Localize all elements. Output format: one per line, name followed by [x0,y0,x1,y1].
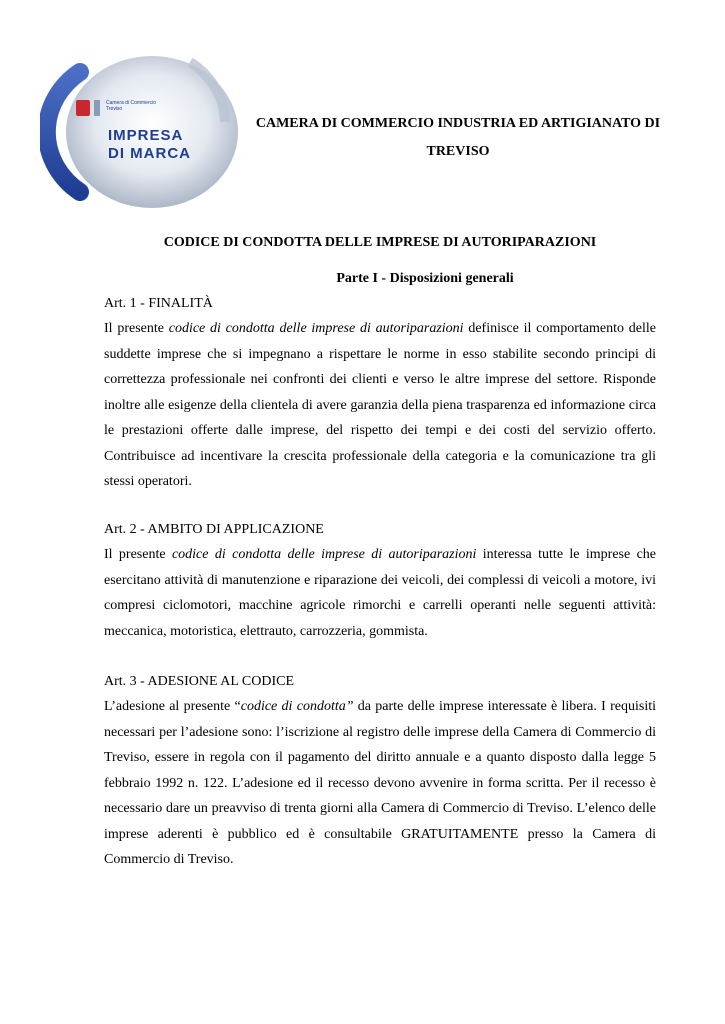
article-1-body [104,316,656,495]
article-2-text-a: Il presente [104,547,172,562]
article-2-text-b: interessa tutte le imprese che esercitano attività di manutenzione e riparazione dei veicoli, dei complessi di veicoli a motore, ivi compresi ciclomotori, macchine agricole rimorchi e carrelli operanti nelle seguenti attività: meccanica, motoristica, elettrauto, carrozzeria, gommista. [104,547,657,639]
institution-heading-line2: TREVISO [426,144,490,159]
part-title: Parte I - Disposizioni generali [336,271,514,286]
article-2-italic: codice di condotta delle imprese di autoriparazioni [171,547,477,562]
article-1-text-b: definisce il comportamento delle suddette imprese che si impegnano a rispettare le norme in esso stabilite secondo principi di correttezza professionale nei confronti dei clienti e verso le altre imprese del settore. Risponde inoltre alle esigenze della clientela di avere garanzia della piena trasparenza ed informazione circa le prestazioni offerte dalle imprese, del rispetto dei tempi e dei costi del servizio offerto. Contribuisce ad incentivare la crescita professionale della categoria e la comunicazione tra gli stessi operatori. [104,321,656,489]
article-3-body [104,694,656,873]
logo-graphic [40,52,240,212]
article-2-heading: Art. 2 - AMBITO DI APPLICAZIONE [104,522,324,537]
article-1 [104,292,656,495]
article-1-heading: Art. 1 - FINALITÀ [104,296,213,311]
document-title: CODICE DI CONDOTTA DELLE IMPRESE DI AUTORIPARAZIONI [163,235,597,250]
logo-small-text-1: Camera di Commercio [106,100,157,106]
article-3 [104,670,656,873]
article-3-heading: Art. 3 - ADESIONE AL CODICE [104,674,295,689]
institution-heading-line1: CAMERA DI COMMERCIO INDUSTRIA ED ARTIGIANATO DI [255,116,661,131]
article-3-text-a: L’adesione al presente “ [104,699,241,714]
article-1-italic: codice di condotta delle imprese di autoriparazioni [168,321,464,336]
article-3-text-b: da parte delle imprese interessate è libera. I requisiti necessari per l’adesione sono: l’iscrizione al registro delle imprese della Camera di Commercio di Treviso, essere in regola con il pagamento del diritto annuale e a quanto disposto dalla legge 5 febbraio 1992 n. 122. L’adesione ed il recesso devono avvenire in forma scritta. Per il recesso è necessario dare un preavviso di trenta giorni alla Camera di Commercio di Treviso. L’elenco delle imprese aderenti è pubblico ed è consultabile GRATUITAMENTE presso la Camera di Commercio di Treviso. [104,699,657,867]
logo-small-text-2: Treviso [106,106,123,112]
logo-word-di-marca: DI MARCA [108,145,191,162]
article-2 [104,518,656,644]
impresa-di-marca-logo [40,52,240,212]
logo-word-impresa: IMPRESA [108,127,184,144]
article-1-text-a: Il presente [104,321,169,336]
article-3-italic: codice di condotta” [240,699,354,714]
institution-heading [238,110,678,166]
article-2-body [104,542,656,644]
